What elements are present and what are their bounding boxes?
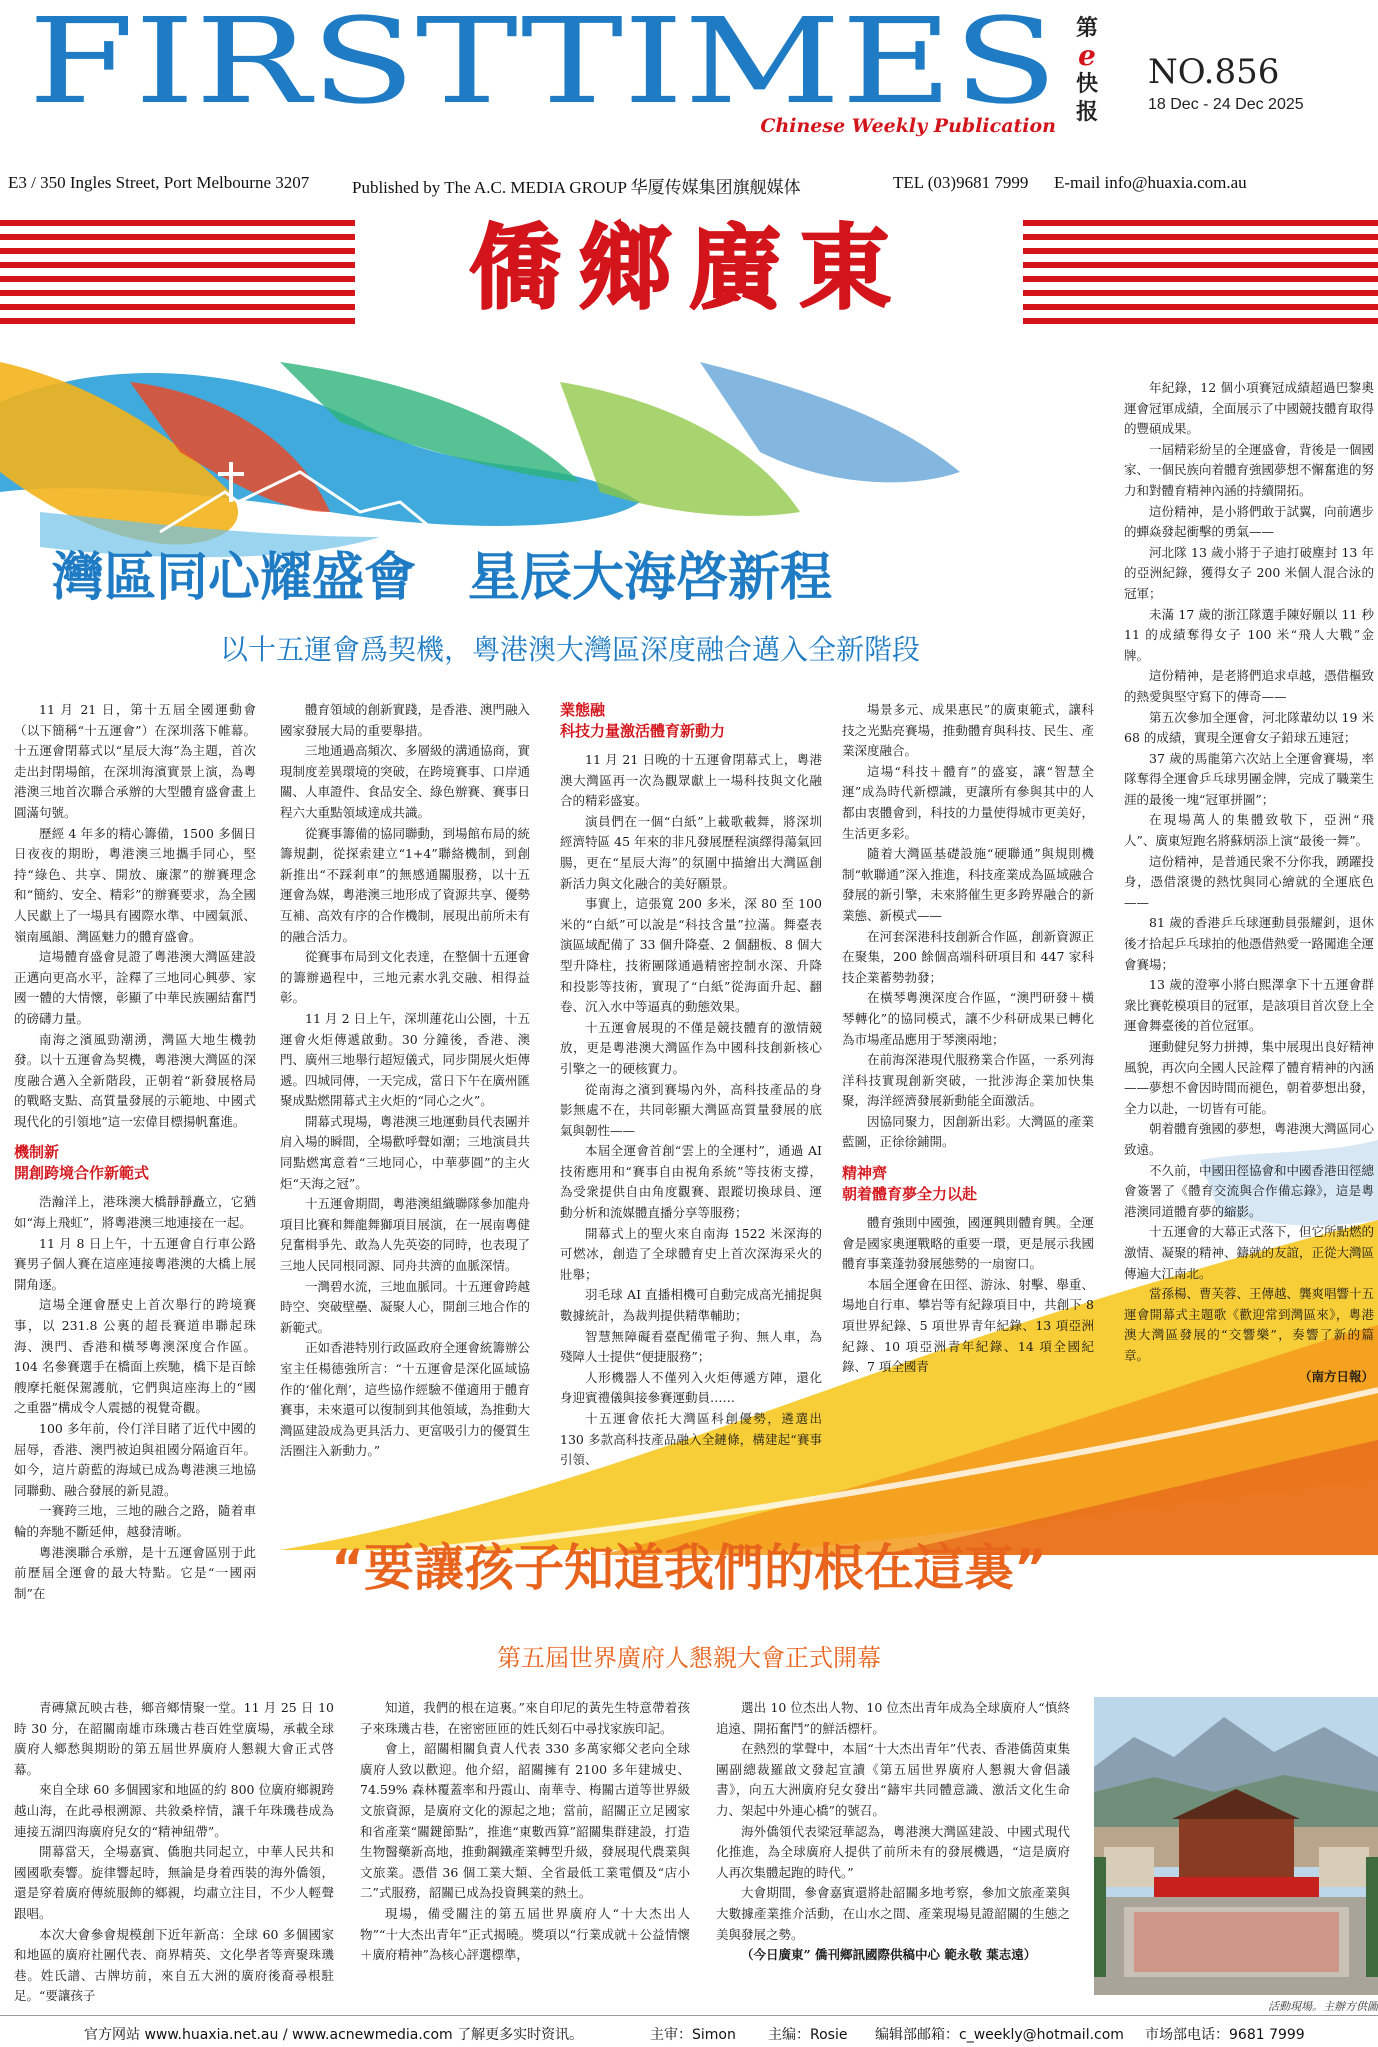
footer-chief-editor: 主编：Rosie bbox=[768, 2027, 848, 2043]
paragraph: 知道，我們的根在這裏。”來自印尼的黃先生特意帶着孩子來珠璣古巷，在密密匝匝的姓氏刻石中尋找家族印記。 bbox=[360, 1700, 690, 1736]
paragraph: 未滿 17 歲的浙江隊選手陳好願以 11 秒 11 的成績奪得女子 100 米“飛人大戰”金牌。 bbox=[1124, 606, 1374, 663]
article1-section-heading-3: 精神齊 朝着體育夢全力以赴 bbox=[842, 1164, 978, 1204]
paragraph: 從南海之濱到賽場內外，高科技產品的身影無處不在，共同彰顯大灣區高質量發展的底氣與韌性—— bbox=[560, 1081, 822, 1138]
article1-column-3 bbox=[560, 700, 822, 1471]
footer-editor: 主审：Simon bbox=[650, 2027, 736, 2043]
paragraph: 11 月 2 日上午，深圳蓮花山公園，十五運會火炬傳遞啟動。30 分鐘後，香港、澳門、廣州三地舉行超短儀式，同步開展火炬傳遞。四城同傳，一天完成，當日下午在廣州匯聚成點燃開幕式主火炬的“同心之火”。 bbox=[280, 1010, 531, 1109]
paragraph: 歷經 4 年多的精心籌備，1500 多個日日夜夜的期盼，粵港澳三地攜手同心，堅持“綠色、共享、開放、廉潔”的辦賽理念和“簡約、安全、精彩”的辦賽要求，為全國人民獻上了一場具有國際水準、中國氣派、嶺南風韻、灣區魅力的體育盛會。 bbox=[14, 825, 256, 944]
event-photo bbox=[1094, 1697, 1378, 1995]
paragraph: 三地通過高頻次、多層級的溝通協商，實現制度差異環境的突破，在跨境賽事、口岸通關、人車證件、食品安全、綠色辦賽、賽事日程六大重點領域達成共識。 bbox=[280, 743, 531, 820]
paragraph: 開幕式上的聖火來自南海 1522 米深海的可燃冰，創造了全球體育史上首次深海采火的壯舉； bbox=[560, 1225, 822, 1282]
logo-text: FIRSTTIMES bbox=[28, 4, 1058, 130]
paragraph: 這場體育盛會見證了粵港澳大灣區建設正邁向更高水平，詮釋了三地同心興夢、家國一體的大情懷，彰顯了中華民族團結奮鬥的磅礴力量。 bbox=[14, 949, 256, 1026]
article1-headline: 灣區同心耀盛會 星辰大海啓新程 bbox=[52, 548, 833, 608]
paragraph: 這場“科技＋體育”的盛宴，讓“智慧全運”成為時代新標識，更讓所有參與其中的人都由衷體會到，科技的力量使得城市更美好，生活更多彩。 bbox=[842, 763, 1094, 841]
paragraph: 當孫楊、曹芙蓉、王傳越、龔爽唱響十五運會開幕式主題歌《歡迎常到灣區來》，粵港澳大灣區發展的“交響樂”，奏響了新的篇章。 bbox=[1124, 1286, 1375, 1363]
telephone: TEL (03)9681 7999 bbox=[893, 173, 1029, 192]
paragraph: 一屆精彩紛呈的全運盛會，背後是一個國家、一個民族向着體育強國夢想不懈奮進的努力和對體育精神內涵的持續開拓。 bbox=[1124, 441, 1375, 498]
paragraph: 第五次參加全運會，河北隊輩幼以 19 米 68 的成績，實現全運會女子鉛球五連冠； bbox=[1124, 709, 1374, 746]
paragraph: 一灣碧水流，三地血脈同。十五運會跨越時空、突破壁壘、凝聚人心，開創三地合作的新範式。 bbox=[280, 1278, 531, 1335]
paragraph: 十五運會期間，粵港澳組織聯隊參加龍舟項目比賽和舞龍舞獅項目展演，在一展南粵健兒奮楫爭先、敢為人先英姿的同時，也表現了三地人民同根同源、同舟共濟的血脈深情。 bbox=[280, 1196, 531, 1274]
paragraph: 這份精神，是普通民衆不分你我，踴躍投身，憑借滾燙的熱忱與同心繪就的全運底色—— bbox=[1124, 853, 1375, 910]
paragraph: 從賽事籌備的協同聯動，到場館布局的統籌規劃，從探索建立“1+4”聯絡機制，到創新推出“不踩剎車”的無感通關服務，以十五運會為媒，粵港澳三地形成了資源共享、優勢互補、高效有序的合作機制，展現出前所未有的融合活力。 bbox=[280, 825, 531, 944]
paragraph: 人形機器人不僅列入火炬傳遞方陣，還化身迎賓禮儀與接參賽運動員…… bbox=[560, 1369, 822, 1406]
article2-column-3 bbox=[716, 1698, 1070, 1966]
article1-column-2 bbox=[280, 700, 530, 1462]
paragraph: 青磚黛瓦映古巷，鄉音鄉情聚一堂。11 月 25 日 10 時 30 分，在韶關南雄市珠璣古巷百姓堂廣場，承載全球廣府人鄉愁與期盼的第五屆世界廣府人懇親大會正式啓幕。 bbox=[14, 1700, 334, 1777]
firsttimes-logo bbox=[28, 4, 1068, 140]
paragraph: 開幕式現場，粵港澳三地運動員代表團并肩入場的瞬間，全場歡呼聲如潮；三地演員共同點燃寓意着“三地同心，中華夢圓”的主火炬“天海之冠”。 bbox=[280, 1113, 531, 1191]
paragraph: 正如香港特別行政區政府全運會統籌辦公室主任楊德強所言：“十五運會是深化區域協作的‘催化劑’，這些協作經驗不僅適用于體育賽事，未來還可以復制到其他領域，為推動大灣區建設成為更具活力、更富吸引力的優質生活圈注入新動力。” bbox=[280, 1340, 531, 1459]
section-banner bbox=[0, 200, 1378, 340]
paragraph: 11 月 8 日上午，十五運會自行車公路賽男子個人賽在這座連接粵港澳的大橋上展開角逐。 bbox=[14, 1235, 256, 1292]
paragraph: 一賽跨三地，三地的融合之路，隨着車輪的奔馳不斷延伸，越發清晰。 bbox=[14, 1503, 256, 1539]
paragraph: 年紀錄，12 個小項賽冠成績超過巴黎奧運會冠軍成績，全面展示了中國競技體育取得的豐碩成果。 bbox=[1124, 380, 1375, 437]
paragraph: 羽毛球 AI 直播相機可自動完成高光捕捉與數據統計，為裁判提供精準輔助； bbox=[560, 1287, 822, 1324]
paragraph: 河北隊 13 歲小將于子迪打破塵封 13 年的亞洲紀錄，獲得女子 200 米個人混合泳的冠軍； bbox=[1124, 544, 1374, 601]
paragraph: 大會期間，參會嘉賓還將赴韶關多地考察，參加文旅產業與大數據產業推介活動，在山水之間、產業現場見證韶關的生態之美與發展之勢。 bbox=[716, 1885, 1070, 1942]
paragraph: 場景多元、成果惠民”的廣東範式，讓科技之光點亮賽場，推動體育與科技、民生、產業深度融合。 bbox=[842, 702, 1094, 759]
publisher: Published by The A.C. MEDIA GROUP 华厦传媒集团旗舰媒体 bbox=[352, 178, 801, 197]
article1-column-5 bbox=[1124, 378, 1374, 1387]
paragraph: 會上，韶關相關負責人代表 330 多萬家鄉父老向全球廣府人致以歡迎。他介紹，韶關擁有 2100 多年建城史、74.59% 森林覆蓋率和丹霞山、南華寺、梅關古道等世界級文旅資源，是廣府文化的源起之地；當前，韶關正立足國家和省產業“關鍵節點”，推進“東數西算”韶關集群建設，打造生物醫藥新高地，推動鋼鐵產業轉型升級，發展現代農業與文旅業。憑借 36 個工業大類、全省最低工業電價及“店小二”式服務，韶關已成為投資興業的熱土。 bbox=[360, 1741, 690, 1901]
article2-column-1 bbox=[14, 1698, 334, 2007]
paragraph: 從賽事布局到文化表達，在整個十五運會的籌辦過程中，三地元素水乳交融、相得益彰。 bbox=[280, 949, 531, 1006]
sub-brand-mark: 第 e 快 报 bbox=[1075, 15, 1098, 125]
paragraph: 來自全球 60 多個國家和地區的約 800 位廣府鄉親跨越山海，在此尋根溯源、共敘桑梓情，讓千年珠璣巷成為連接五湖四海廣府兒女的“精神紐帶”。 bbox=[14, 1782, 334, 1839]
paragraph: 智慧無障礙看臺配備電子狗、無人車，為殘障人士提供“便捷服務”； bbox=[560, 1328, 822, 1365]
article1-subhead: 以十五運會爲契機，粵港澳大灣區深度融合邁入全新階段 bbox=[220, 633, 921, 666]
paragraph: 13 歲的澄寧小將白熙澤拿下十五運會群衆比賽乾模項目的冠軍，是該項目首次登上全運會舞臺後的首位冠軍。 bbox=[1124, 977, 1375, 1034]
paragraph: 體育領域的創新實踐，是香港、澳門融入國家發展大局的重要舉措。 bbox=[280, 702, 531, 738]
article1-section-heading-1: 機制新 開創跨境合作新範式 bbox=[14, 1143, 150, 1183]
paragraph: 11 月 21 日晚的十五運會閉幕式上，粵港澳大灣區再一次為觀眾獻上一場科技與文化融合的精彩盛宴。 bbox=[560, 752, 822, 809]
paragraph: 這份精神，是老將們追求卓越，憑借樞致的熱愛與堅守寫下的傳奇—— bbox=[1124, 668, 1375, 704]
paragraph: 81 歲的香港乒乓球運動員張耀釗，退休後才拾起乒乓球拍的他憑借熱愛一路闖進全運會賽場； bbox=[1124, 915, 1375, 972]
paragraph: 在橫琴粵澳深度合作區，“澳門研發＋橫琴轉化”的協同模式，讓不少科研成果已轉化為市場產品應用于琴澳兩地； bbox=[842, 990, 1094, 1047]
page-footer bbox=[0, 2015, 1378, 2047]
footer-editorial-email: 编辑部邮箱：c_weekly@hotmail.com bbox=[875, 2027, 1124, 2043]
email-address: E-mail info@huaxia.com.au bbox=[1054, 173, 1247, 192]
paragraph: 十五運會依托大灣區科創優勢，遴選出 130 多款高科技產品融入全鏈條，構建起“賽事引領、 bbox=[560, 1411, 822, 1468]
paragraph: 運動健兒努力拼搏，集中展現出良好精神風貌，再次向全國人民詮釋了體育精神的內涵——夢想不會因時間而褪色，朝着夢想出發，全力以赴，一切皆有可能。 bbox=[1124, 1039, 1375, 1116]
article2-headline: “要讓孩子知道我們的根在這裏” bbox=[331, 1539, 1047, 1597]
paragraph: 隨着大灣區基礎設施“硬聯通”與規則機制“軟聯通”深入推進，科技產業成為區域融合發展的新引擎，未來將催生更多跨界融合的新業態、新模式—— bbox=[842, 846, 1094, 923]
paragraph: 在熱烈的掌聲中，本屆“十大杰出青年”代表、香港僑茵東集團副總裁羅啟文發起宣讀《第五屆世界廣府人懇親大會倡議書》，向五大洲廣府兒女發出“鑄牢共同體意識、激活文化生命力、架起中外連心橋”的號召。 bbox=[716, 1741, 1070, 1818]
paragraph: 十五運會展現的不僅是競技體育的激情競放，更是粵港澳大灣區作為中國科技創新核心引擎之一的硬核實力。 bbox=[560, 1019, 822, 1076]
address: E3 / 350 Ingles Street, Port Melbourne 3207 bbox=[8, 173, 310, 192]
publication-info-bar bbox=[0, 168, 1378, 198]
logo-tagline: Chinese Weekly Publication bbox=[760, 115, 1056, 137]
paragraph: 粵港澳聯合承辦，是十五運會區別于此前歷屆全運會的最大特點。它是“一國兩制”在 bbox=[14, 1544, 256, 1601]
article1-source: （南方日報） bbox=[1298, 1368, 1374, 1384]
paragraph: 本屆全運會在田徑、游泳、射擊、舉重、場地自行車、攀岩等有紀錄項目中，共創下 8 項世界紀錄、5 項世界青年紀錄、13 項亞洲紀錄、10 項亞洲青年紀錄、14 項全國紀錄、7 項全國青 bbox=[842, 1276, 1094, 1375]
paragraph: 這場全運會歷史上首次舉行的跨境賽事，以 231.8 公裏的超長賽道串聯起珠海、澳門、香港和橫琴粵澳深度合作區。104 名參賽選手在橋面上疾馳，橋下是百餘艘摩托艇保駕護航，它們與這座海上的“國之重器”構成令人震撼的視覺奇觀。 bbox=[14, 1297, 256, 1416]
issue-number: NO.856 bbox=[1148, 52, 1280, 92]
article1-section-heading-2: 業態融 科技力量激活體育新動力 bbox=[560, 701, 726, 740]
footer-website: 官方网站 www.huaxia.net.au / www.acnewmedia.com 了解更多实时资讯。 bbox=[84, 2027, 584, 2043]
paragraph: 在現場萬人的集體致敬下，亞洲“飛人”、廣東短跑名將蘇炳添上演“最後一舞”。 bbox=[1124, 812, 1374, 849]
article2-subhead: 第五屆世界廣府人懇親大會正式開幕 bbox=[497, 1644, 881, 1672]
paragraph: 在河套深港科技創新合作區，創新資源正在聚集，200 餘個高端科研項目和 447 家科技企業蓄勢勃發； bbox=[842, 928, 1094, 985]
paragraph: 37 歲的馬龍第六次站上全運會賽場，率隊奪得全運會乒乓球男團金牌，完成了職業生涯的最後一塊“冠軍拼圖”； bbox=[1124, 750, 1375, 807]
paragraph: 演員們在一個“白紙”上載歌載舞，將深圳經濟特區 45 年來的非凡發展歷程演繹得蕩氣回腸，更在“星辰大海”的氛圍中描繪出大灣區創新活力與文化融合的美好願景。 bbox=[560, 813, 822, 891]
article1-column-4 bbox=[842, 700, 1094, 1378]
paragraph: 因協同聚力，因創新出彩。大灣區的產業藍圖，正徐徐鋪開。 bbox=[842, 1113, 1094, 1150]
footer-market-tel: 市场部电话：9681 7999 bbox=[1145, 2027, 1305, 2043]
article2-column-2 bbox=[360, 1698, 690, 1966]
banner-title: 僑鄉廣東 bbox=[468, 214, 909, 322]
paragraph: 十五運會的大幕正式落下，但它所點燃的激情、凝聚的精神、鑄就的友誼，正從大灣區傳遍大江南北。 bbox=[1124, 1224, 1375, 1281]
article2-source: （今日廣東” 僑刊鄉訊國際供稿中心 範永敬 葉志遠） bbox=[741, 1947, 1037, 1963]
paragraph: 海外僑領代表梁冠華認為，粵港澳大灣區建設、中國式現代化推進，為全球廣府人提供了前所未有的發展機遇，“這是廣府人再次集體起跑的時代。” bbox=[716, 1823, 1070, 1880]
hero-artwork bbox=[0, 362, 1110, 672]
paragraph: 本屆全運會首創“雲上的全運村”，通過 AI 技術應用和“賽事自由視角系統”等技術支撐，為受衆提供自由角度觀賽、跟蹤切換球員、運動分析和流媒體直播分享等服務； bbox=[560, 1143, 822, 1221]
paragraph: 11 月 21 日，第十五屆全國運動會（以下簡稱“十五運會”）在深圳落下帷幕。十五運會閉幕式以“星辰大海”為主題，首次走出封閉場館，在深圳海濱實景上演，為粵港澳三地首次聯合承辦的大型體育盛會畫上圓滿句號。 bbox=[14, 702, 256, 820]
paragraph: 在前海深港現代服務業合作區，一系列海洋科技實現創新突破，一批涉海企業加快集聚，海洋經濟發展新動能全面激活。 bbox=[842, 1052, 1094, 1109]
paragraph: 本次大會參會規模創下近年新高：全球 60 多個國家和地區的廣府社團代表、商界精英、文化學者等齊聚珠璣巷。姓氏譜、古牌坊前，來自五大洲的廣府後裔尋根駐足。“要讓孩子 bbox=[14, 1926, 334, 2004]
article1-column-1 bbox=[14, 700, 256, 1604]
paragraph: 100 多年前，伶仃洋目睹了近代中國的屈辱，香港、澳門被迫與祖國分隔逾百年。如今，這片蔚藍的海域已成為粵港澳三地協同聯動、融合發展的新見證。 bbox=[14, 1421, 256, 1498]
paragraph: 朝着體育強國的夢想，粵港澳大灣區同心致遠。 bbox=[1124, 1121, 1375, 1157]
paragraph: 現場，備受關注的第五屆世界廣府人“十大杰出人物”“十大杰出青年”正式揭曉。獎項以“行業成就＋公益情懷＋廣府精神”為核心評選標準， bbox=[360, 1905, 690, 1963]
paragraph: 選出 10 位杰出人物、10 位杰出青年成為全球廣府人“慎終追遠、開拓奮鬥”的鮮活標杆。 bbox=[716, 1700, 1070, 1736]
masthead bbox=[0, 0, 1378, 170]
paragraph: 不久前，中國田徑協會和中國香港田徑總會簽署了《體育交流與合作備忘錄》，這是粵港澳同道體育夢的縮影。 bbox=[1124, 1162, 1375, 1219]
paragraph: 南海之濱風勁潮湧，灣區大地生機勃發。以十五運會為契機，粵港澳大灣區的深度融合邁入全新階段，正朝着“新發展格局的戰略支點、高質量發展的示範地、中國式現代化的引領地”這一宏偉目標揚帆奮進。 bbox=[14, 1031, 256, 1129]
paragraph: 事實上，這張寬 200 多米，深 80 至 100 米的“白紙”可以說是“科技含量”拉滿。舞臺表演區域配備了 33 個升降臺、2 個翻板、8 個大型升降柱，技術團隊通過精密控制水深、升降和投影等技術，實現了“白紙”從海面升起、翻卷、沉入水中等逼真的動態效果。 bbox=[560, 896, 822, 1015]
paragraph: 浩瀚洋上，港珠澳大橋靜靜矗立，它猶如“海上飛虹”，將粵港澳三地連接在一起。 bbox=[14, 1194, 256, 1231]
photo-caption: 活動現場。主辦方供圖 bbox=[1268, 2000, 1378, 2013]
issue-dates: 18 Dec - 24 Dec 2025 bbox=[1148, 96, 1304, 113]
paragraph: 體育強則中國強，國運興則體育興。全運會是國家奧運戰略的重要一環，更是展示我國體育事業蓬勃發展態勢的一扇窗口。 bbox=[842, 1215, 1094, 1272]
paragraph: 這份精神，是小將們敢于試翼，向前邁步的蟬焱發起衝擊的勇氣—— bbox=[1124, 503, 1375, 540]
paragraph: 開幕當天，全場嘉賓、僑胞共同起立，中華人民共和國國歌奏響。旋律響起時，無論是身着西裝的海外僑領，還是穿着廣府傳統服飾的鄉親，均肅立注目，不少人輕聲跟唱。 bbox=[14, 1844, 334, 1921]
